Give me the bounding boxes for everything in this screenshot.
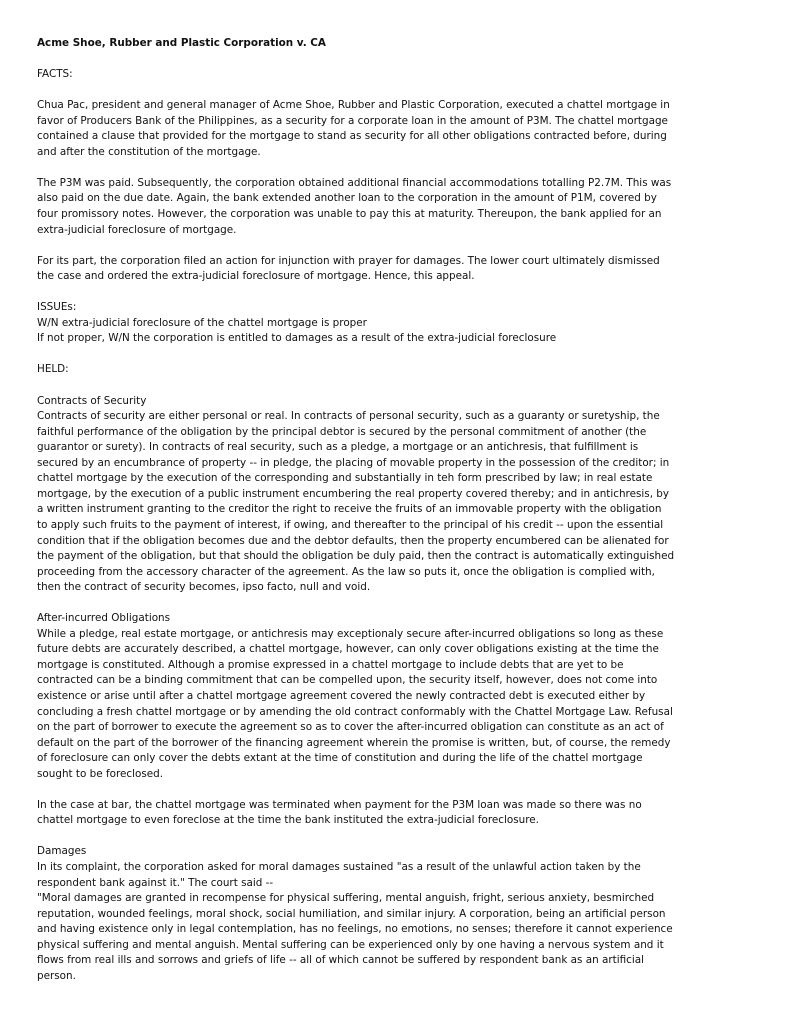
text-line: chattel mortgage by the execution of the corresponding and substantially in teh form prescribed by law; in real estate (37, 472, 653, 485)
text-line: to apply such fruits to the payment of interest, if owing, and thereafter to the principal of his credit -- upon the essential (37, 518, 664, 531)
spacer (37, 238, 753, 254)
spacer (37, 160, 753, 176)
text-line: contained a clause that provided for the mortgage to stand as security for all other obligations contracted before, during (37, 130, 667, 143)
text-line: In its complaint, the corporation asked for moral damages sustained "as a result of the unlawful action taken by the (37, 860, 641, 873)
text-line: also paid on the due date. Again, the bank extended another loan to the corporation in the amount of P1M, covered by (37, 192, 657, 205)
text-line: physical suffering and mental anguish. Mental suffering can be experienced only by one having a nervous system and it (37, 938, 664, 951)
text-line: faithful performance of the obligation by the principal debtor is secured by the personal commitment of another (the (37, 425, 647, 438)
spacer (37, 52, 753, 68)
text-line: future debts are accurately described, a chattel mortgage, however, can only cover obligations existing at the time the (37, 643, 659, 656)
document-page (37, 36, 753, 984)
text-line: then the contract of security becomes, ipso facto, null and void. (37, 581, 371, 594)
text-line: While a pledge, real estate mortgage, or antichresis may exceptionaly secure after-incurred obligations so long as these (37, 627, 664, 640)
spacer (37, 83, 753, 99)
text-line: a written instrument granting to the creditor the right to receive the fruits of an immovable property with the obligation (37, 503, 662, 516)
text-line: favor of Producers Bank of the Philippines, as a security for a corporate loan in the amount of P3M. The chattel mortgage (37, 114, 668, 127)
text-line: and having existence only in legal contemplation, has no feelings, no emotions, no senses; therefore it cannot experience (37, 923, 673, 936)
text-line: In the case at bar, the chattel mortgage was terminated when payment for the P3M loan was made so there was no (37, 798, 642, 811)
facts-paragraph-3 (37, 254, 753, 285)
text-line: reputation, wounded feelings, moral shock, social humiliation, and similar injury. A corporation, being an artificial person (37, 907, 666, 920)
damages-paragraph (37, 860, 753, 984)
issues-list (37, 316, 753, 347)
text-line: person. (37, 969, 76, 982)
security-paragraph (37, 409, 753, 596)
text-line: secured by an encumbrance of property -- in pledge, the placing of movable property in the possession of the creditor; in (37, 456, 670, 469)
text-line: default on the part of the borrower of the financing agreement wherein the promise is written, but, of course, the remedy (37, 736, 671, 749)
text-line: mortgage is constituted. Although a promise expressed in a chattel mortgage to include debts that are yet to be (37, 658, 624, 671)
text-line: existence or arise until after a chattel mortgage agreement covered the newly contracted debt is executed either by (37, 689, 646, 702)
text-line: of foreclosure can only cover the debts extant at the time of constitution and during the life of the chattel mortgage (37, 752, 643, 765)
text-line: proceeding from the accessory character of the agreement. As the law so puts it, once the obligation is complied with, (37, 565, 655, 578)
after-incurred-paragraph (37, 627, 753, 782)
spacer (37, 596, 753, 612)
facts-paragraph-2 (37, 176, 753, 238)
text-line: respondent bank against it." The court said -- (37, 876, 274, 889)
text-line: extra-judicial foreclosure of mortgage. (37, 223, 237, 236)
document-title: Acme Shoe, Rubber and Plastic Corporation v. CA (37, 37, 326, 49)
spacer (37, 782, 753, 798)
facts-paragraph-1 (37, 98, 753, 160)
issue-item: If not proper, W/N the corporation is entitled to damages as a result of the extra-judicial foreclosure (37, 332, 557, 345)
text-line: concluding a fresh chattel mortgage or by amending the old contract conformably with the Chattel Mortgage Law. Refusal (37, 705, 673, 718)
text-line: the payment of the obligation, but that should the obligation be duly paid, then the contract is automatically extinguished (37, 550, 675, 563)
text-line: contracted can be a binding commitment that can be compelled upon, the security itself, however, does not come into (37, 674, 658, 687)
held-heading: HELD: (37, 363, 69, 376)
case-at-bar-paragraph (37, 798, 753, 829)
spacer (37, 285, 753, 301)
text-line: condition that if the obligation becomes due and the debtor defaults, then the property encumbered can be alienated for (37, 534, 669, 547)
text-line: For its part, the corporation filed an action for injunction with prayer for damages. The lower court ultimately dismissed (37, 254, 660, 267)
text-line: flows from real ills and sorrows and griefs of life -- all of which cannot be suffered by respondent bank as an artificial (37, 954, 645, 967)
issues-heading: ISSUEs: (37, 301, 77, 314)
text-line: chattel mortgage to even foreclose at the time the bank instituted the extra-judicial foreclosure. (37, 814, 539, 827)
text-line: four promissory notes. However, the corporation was unable to pay this at maturity. Thereupon, the bank applied for an (37, 208, 662, 221)
spacer (37, 829, 753, 845)
damages-heading: Damages (37, 845, 87, 858)
spacer (37, 378, 753, 394)
after-incurred-heading: After-incurred Obligations (37, 612, 171, 625)
text-line: on the part of borrower to execute the agreement so as to cover the after-incurred obligation can constitute as an act of (37, 721, 664, 734)
text-line: "Moral damages are granted in recompense for physical suffering, mental anguish, fright, serious anxiety, besmirched (37, 892, 655, 905)
text-line: and after the constitution of the mortgage. (37, 145, 261, 158)
text-line: Contracts of security are either personal or real. In contracts of personal security, such as a guaranty or suretyship, the (37, 410, 660, 423)
text-line: the case and ordered the extra-judicial foreclosure of mortgage. Hence, this appeal. (37, 270, 475, 283)
text-line: sought to be foreclosed. (37, 767, 164, 780)
facts-heading: FACTS: (37, 68, 73, 81)
text-line: The P3M was paid. Subsequently, the corporation obtained additional financial accommodations totalling P2.7M. This was (37, 176, 672, 189)
text-line: guarantor or surety). In contracts of real security, such as a pledge, a mortgage or an antichresis, that fulfillment is (37, 441, 639, 454)
issue-item: W/N extra-judicial foreclosure of the chattel mortgage is proper (37, 316, 367, 329)
security-heading: Contracts of Security (37, 394, 147, 407)
text-line: mortgage, by the execution of a public instrument encumbering the real property covered thereby; and in antichresis, by (37, 487, 670, 500)
text-line: Chua Pac, president and general manager of Acme Shoe, Rubber and Plastic Corporation, executed a chattel mortgage in (37, 99, 670, 112)
spacer (37, 347, 753, 363)
